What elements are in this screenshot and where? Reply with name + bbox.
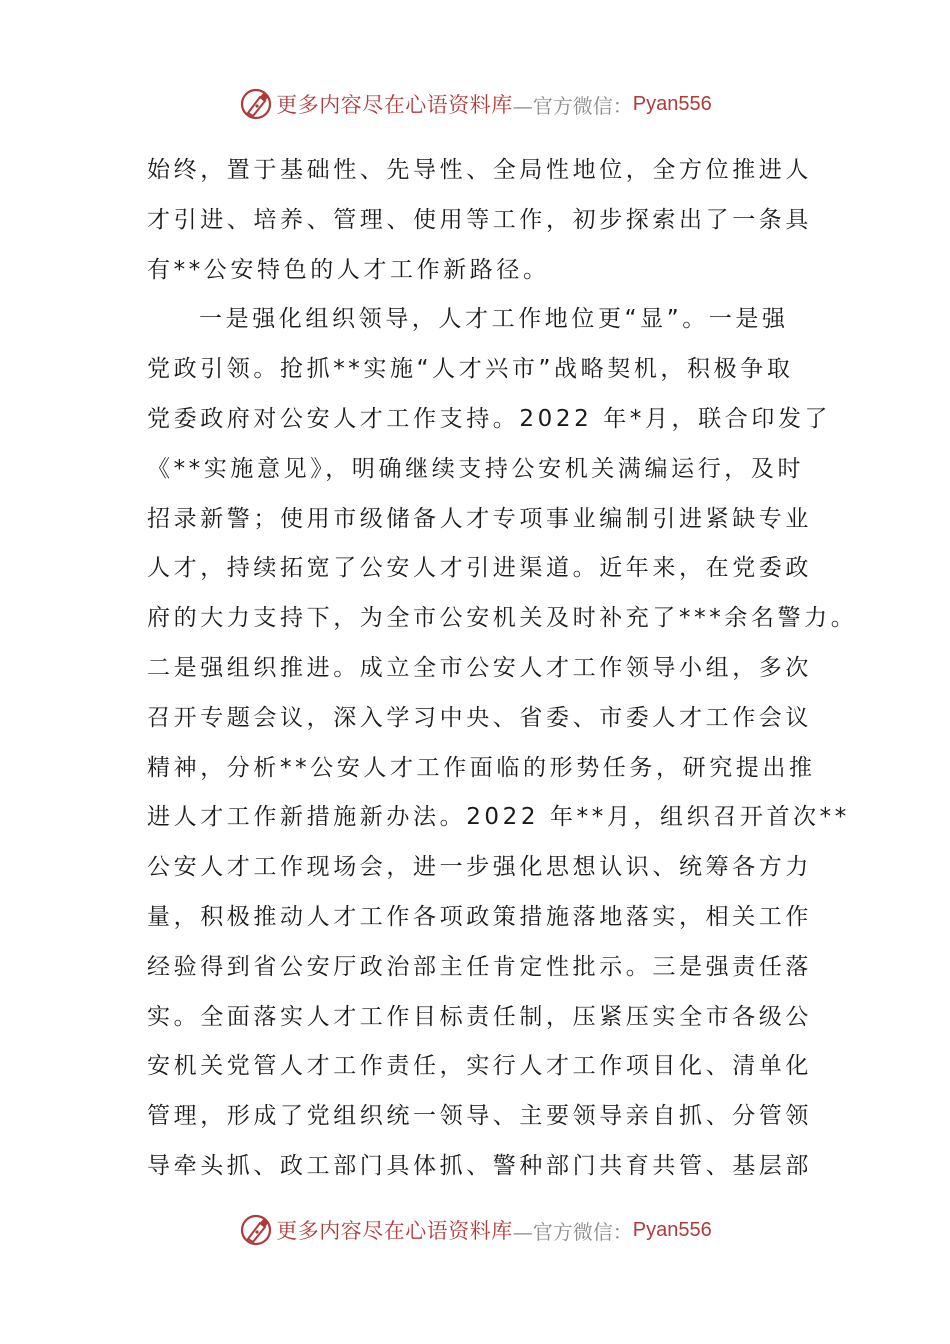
paragraph-start-line: 一是强化组织领导，人才工作地位更“显”。一是强 — [199, 306, 789, 333]
banner-official-text: —官方微信： — [512, 1219, 633, 1244]
body-line: 二是强组织推进。成立全市公安人才工作领导小组，多次 — [147, 654, 812, 681]
body-line: 安机关党管人才工作责任，实行人才工作项目化、清单化 — [147, 1053, 812, 1080]
body-line: 有**公安特色的人才工作新路径。 — [147, 256, 550, 283]
body-line: 党政引领。抢抓**实施“人才兴市”战略契机，积极争取 — [147, 356, 794, 383]
body-line: 召开专题会议，深入学习中央、省委、市委人才工作会议 — [147, 704, 812, 731]
body-line: 公安人才工作现场会，进一步强化思想认识、统筹各方力 — [147, 854, 812, 881]
banner-wechat-id: Pyan556 — [632, 1218, 712, 1241]
body-line: 导牵头抓、政工部门具体抓、警种部门共育共管、基层部 — [147, 1152, 812, 1179]
body-line: 量，积极推动人才工作各项政策措施落地落实，相关工作 — [147, 903, 812, 930]
body-line: 《**实施意见》，明确继续支持公安机关满编运行，及时 — [147, 455, 805, 482]
footer-banner — [0, 1210, 950, 1250]
pen-nib-logo-icon — [238, 1212, 274, 1248]
banner-official-text: —官方微信： — [512, 93, 633, 118]
document-body — [147, 146, 858, 1192]
body-line: 才引进、培养、管理、使用等工作，初步探索出了一条具 — [147, 206, 812, 233]
pen-nib-logo-icon — [238, 86, 274, 122]
banner-brand-text: 更多内容尽在心语资料库 — [276, 93, 513, 117]
body-line: 党委政府对公安人才工作支持。2022 年*月，联合印发了 — [147, 405, 832, 432]
body-line: 招录新警；使用市级储备人才专项事业编制引进紧缺专业 — [147, 505, 812, 532]
banner-wechat-id: Pyan556 — [632, 92, 712, 115]
body-line: 府的大力支持下，为全市公安机关及时补充了***余名警力。 — [147, 605, 858, 632]
body-line: 始终，置于基础性、先导性、全局性地位，全方位推进人 — [147, 157, 812, 183]
header-banner — [0, 84, 950, 124]
body-line: 人才，持续拓宽了公安人才引进渠道。近年来，在党委政 — [147, 555, 812, 582]
body-line: 实。全面落实人才工作目标责任制，压紧压实全市各级公 — [147, 1003, 812, 1030]
banner-brand-text: 更多内容尽在心语资料库 — [276, 1219, 513, 1243]
body-line: 进人才工作新措施新办法。2022 年**月，组织召开首次** — [147, 804, 850, 831]
body-line: 经验得到省公安厅政治部主任肯定性批示。三是强责任落 — [147, 953, 812, 980]
body-line: 精神，分析**公安人才工作面临的形势任务，研究提出推 — [147, 754, 816, 781]
body-line: 管理，形成了党组织统一领导、主要领导亲自抓、分管领 — [147, 1103, 812, 1130]
